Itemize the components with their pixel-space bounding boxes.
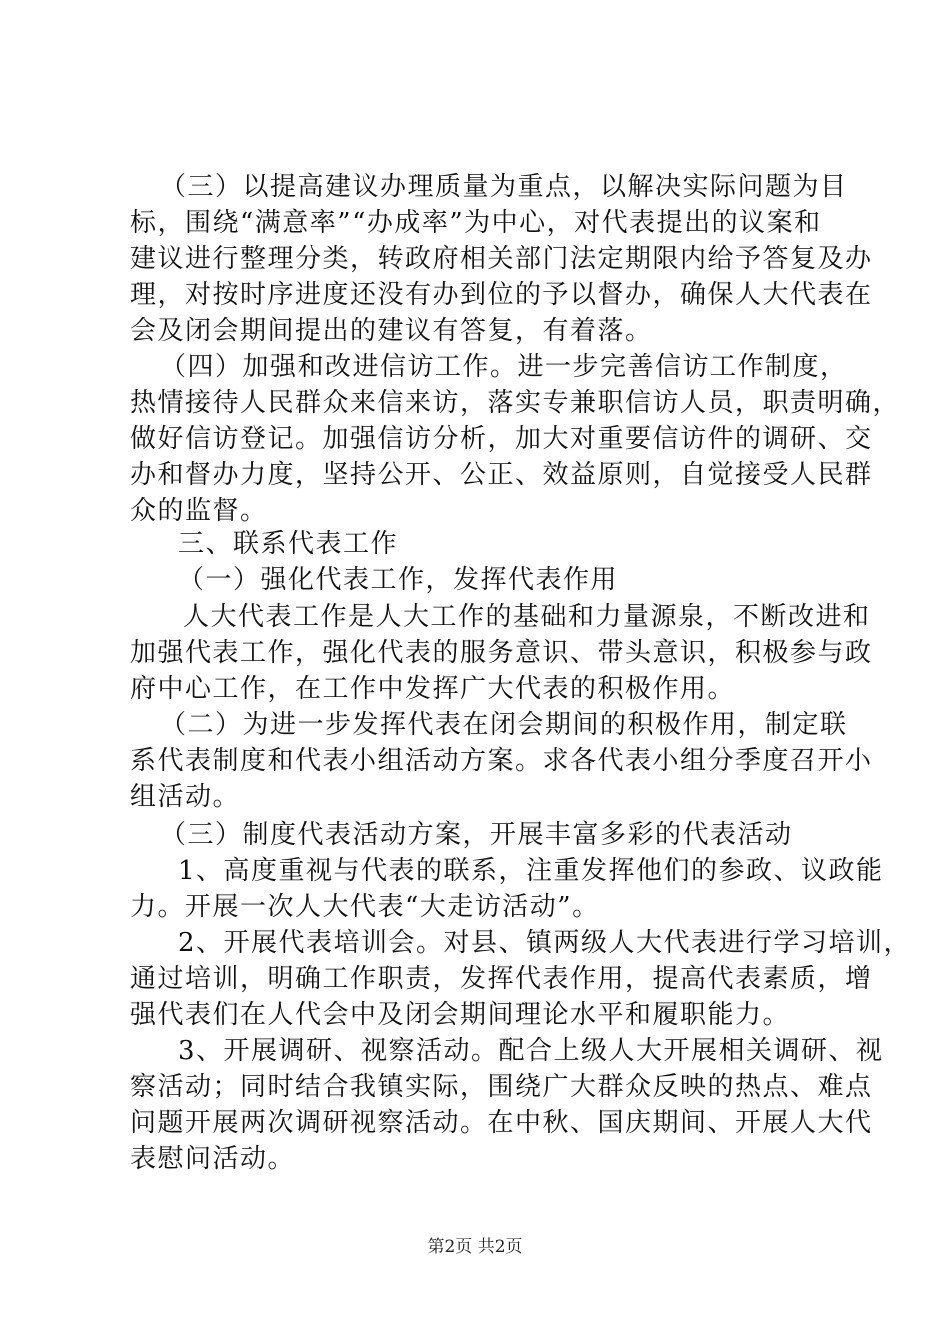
- list-item-line: 强代表们在人代会中及闭会期间理论水平和履职能力。: [130, 1000, 791, 1030]
- paragraph-line: 理，对按时序进度还没有办到位的予以督办，确保人大代表在: [130, 280, 873, 310]
- section-heading: 三、联系代表工作: [178, 529, 399, 559]
- paragraph-line: 标，围绕“满意率”“办成率”为中心，对代表提出的议案和: [130, 208, 822, 238]
- list-item-line: 1、高度重视与代表的联系，注重发挥他们的参政、议政能: [178, 856, 884, 886]
- paragraph-line: 热情接待人民群众来信来访，落实专兼职信访人员，职责明确，: [130, 388, 901, 418]
- page-number: 第2页 共2页: [427, 1237, 523, 1257]
- list-item-line: 力。开展一次人大代表“大走访活动”。: [130, 892, 600, 922]
- paragraph-line: （三）以提高建议办理质量为重点，以解决实际问题为目: [160, 172, 848, 202]
- list-item-line: 问题开展两次调研视察活动。在中秋、国庆期间、开展人大代: [130, 1108, 873, 1138]
- paragraph-line: 众的监督。: [130, 496, 268, 526]
- paragraph-line: 办和督办力度，坚持公开、公正、效益原则，自觉接受人民群: [130, 460, 873, 490]
- paragraph-line: 组活动。: [130, 782, 241, 812]
- subsection-heading: （三）制度代表活动方案，开展丰富多彩的代表活动: [160, 820, 793, 850]
- paragraph-line: 做好信访登记。加强信访分析，加大对重要信访件的调研、交: [130, 424, 873, 454]
- paragraph-line: 建议进行整理分类，转政府相关部门法定期限内给予答复及办: [130, 244, 873, 274]
- paragraph-line: 系代表制度和代表小组活动方案。求各代表小组分季度召开小: [130, 746, 873, 776]
- paragraph-line: 府中心工作，在工作中发挥广大代表的积极作用。: [130, 674, 736, 704]
- paragraph-line: （二）为进一步发挥代表在闭会期间的积极作用，制定联: [160, 710, 848, 740]
- list-item-line: 3、开展调研、视察活动。配合上级人大开展相关调研、视: [178, 1036, 884, 1066]
- list-item-line: 表慰问活动。: [130, 1144, 296, 1174]
- paragraph-line: 人大代表工作是人大工作的基础和力量源泉，不断改进和: [183, 602, 871, 632]
- paragraph-line: 加强代表工作，强化代表的服务意识、带头意识，积极参与政: [130, 638, 873, 668]
- list-item-line: 察活动；同时结合我镇实际，围绕广大群众反映的热点、难点: [130, 1072, 873, 1102]
- paragraph-line: 会及闭会期间提出的建议有答复，有着落。: [130, 316, 653, 346]
- list-item-line: 通过培训，明确工作职责，发挥代表作用，提高代表素质，增: [130, 964, 873, 994]
- paragraph-line: （四）加强和改进信访工作。进一步完善信访工作制度，: [160, 352, 848, 382]
- subsection-heading: （一）强化代表工作，发挥代表作用: [178, 565, 619, 595]
- list-item-line: 2、开展代表培训会。对县、镇两级人大代表进行学习培训，: [178, 928, 912, 958]
